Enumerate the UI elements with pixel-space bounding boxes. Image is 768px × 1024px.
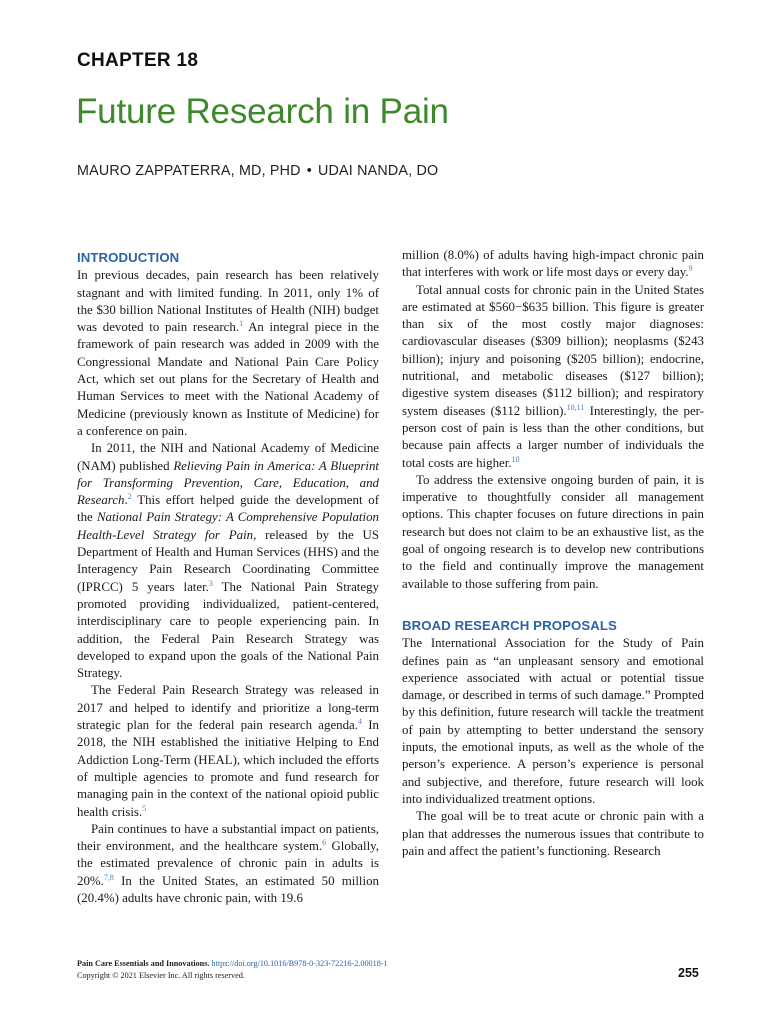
citation-link[interactable]: 2 — [127, 492, 132, 502]
source-title: Pain Care Essentials and Innovations. — [77, 959, 210, 968]
citation-link[interactable]: 4 — [358, 717, 362, 727]
paragraph: The International Association for the Study of Pain defines pain as “an unpleasant sensory and emotional experience associated with actual or potential tissue damage, or described in terms of such damage.” Prompted by this definition, future research will tackle the treatment of pain by attempting to better understand the sensory inputs, the emotional inputs, as well as the whole of the person’s experience. A person’s experience is personal and subjective, and therefore, future research will look into individualized treatment options. — [402, 636, 704, 806]
copyright: Copyright © 2021 Elsevier Inc. All rights reserved. — [77, 971, 245, 980]
page-number: 255 — [678, 966, 699, 980]
section-heading-introduction: INTRODUCTION — [77, 250, 180, 265]
chapter-label: CHAPTER 18 — [77, 50, 199, 71]
section-heading-broad-research: BROAD RESEARCH PROPOSALS — [402, 617, 617, 633]
left-column — [77, 247, 379, 907]
doi-link[interactable]: https://doi.org/10.1016/B978-0-323-72216-2.00018-1 — [211, 959, 388, 968]
citation-link[interactable]: 10,11 — [566, 402, 585, 412]
citation-link[interactable]: 10 — [511, 454, 520, 464]
citation-link[interactable]: 7,8 — [103, 872, 114, 882]
author-separator: • — [306, 163, 312, 179]
paragraph: The Federal Pain Research Strategy was released in 2017 and helped to identify and prioritize a long-term strategic plan for the federal pain research agenda.$^4$ In 2018, the NIH established the initiative Helping to End Addiction Long-Term (HEAL), which included the efforts of multiple agencies to promote and fund research for managing pain in the context of the national opioid public health crisis.$^5$ — [77, 683, 379, 819]
page-footer — [77, 958, 388, 982]
paragraph: Pain continues to have a substantial impact on patients, their environment, and the healthcare system.$^6$ Globally, the estimated prevalence of chronic pain in adults is 20%.$^{7,8}$ In the United States, an estimated 50 million (20.4%) adults have chronic pain, with 19.6 — [77, 821, 379, 905]
page-title: Future Research in Pain — [76, 92, 449, 131]
author-name: MAURO ZAPPATERRA, MD, PHD — [77, 163, 301, 179]
citation-link[interactable]: 1 — [239, 319, 244, 329]
paragraph: Total annual costs for chronic pain in the United States are estimated at $560−$635 billion. This figure is greater than six of the most costly major diagnoses: cardiovascular diseases ($309 billion); neoplasms ($243 billion); injury and poisoning ($205 billion); endocrine, nutritional, and metabolic diseases ($127 billion); digestive system diseases ($112 billion); and respiratory system diseases ($112 billion).$^{10,11}$ Interestingly, the per-person cost of pain is less than the other conditions, but because pain affects a larger number of individuals the total costs are higher.$^{10}$ — [402, 282, 704, 470]
citation-link[interactable]: 5 — [142, 803, 147, 813]
right-column — [402, 247, 704, 860]
paragraph: million (8.0%) of adults having high-impact chronic pain that interferes with work or life most days or every day.$^9$ — [402, 248, 704, 280]
citation-link[interactable]: 6 — [322, 838, 327, 848]
citation-link[interactable]: 3 — [208, 578, 213, 588]
paragraph: The goal will be to treat acute or chronic pain with a plan that addresses the numerous issues that contribute to pain and affect the patient’s functioning. Research — [402, 809, 704, 858]
paragraph: In previous decades, pain research has been relatively stagnant and with limited funding. In 2011, only 1% of the $30 billion National Institutes of Health (NIH) budget was devoted to pain research.$^1$ An integral piece in the framework of pain research was added in 2009 with the Congressional Mandate and National Pain Care Policy Act, which set out plans for the Secretary of Health and Human Services to meet with the National Academy of Medicine (previously known as Institute of Medicine) for a conference on pain. — [77, 268, 380, 438]
paragraph: To address the extensive ongoing burden of pain, it is imperative to thoughtfully consider all management options. This chapter focuses on future directions in pain research but does not claim to be an exhaustive list, as the goal of ongoing research is to develop new contributions to the field and continually improve the management available to those suffering from pain. — [402, 472, 704, 591]
author-name: UDAI NANDA, DO — [317, 163, 439, 179]
author-line — [77, 163, 438, 179]
paragraph: In 2011, the NIH and National Academy of Medicine (NAM) published Relieving Pain in America: A Blueprint for Transforming Prevention, Care, Education, and Research.$^2$ This effort helped guide the development of the National Pain Strategy: A Comprehensive Population Health-Level Strategy for Pain, released by the US Department of Health and Human Services (HHS) and the Interagency Pain Research Coordinating Committee (IPRCC) 5 years later.$^3$ The National Pain Strategy promoted providing individualized, patient-centered, interdisciplinary care to people experiencing pain. In addition, the Federal Pain Research Strategy was developed to expand upon the goals of the National Pain Strategy. — [77, 441, 379, 681]
citation-link[interactable]: 9 — [688, 264, 693, 274]
